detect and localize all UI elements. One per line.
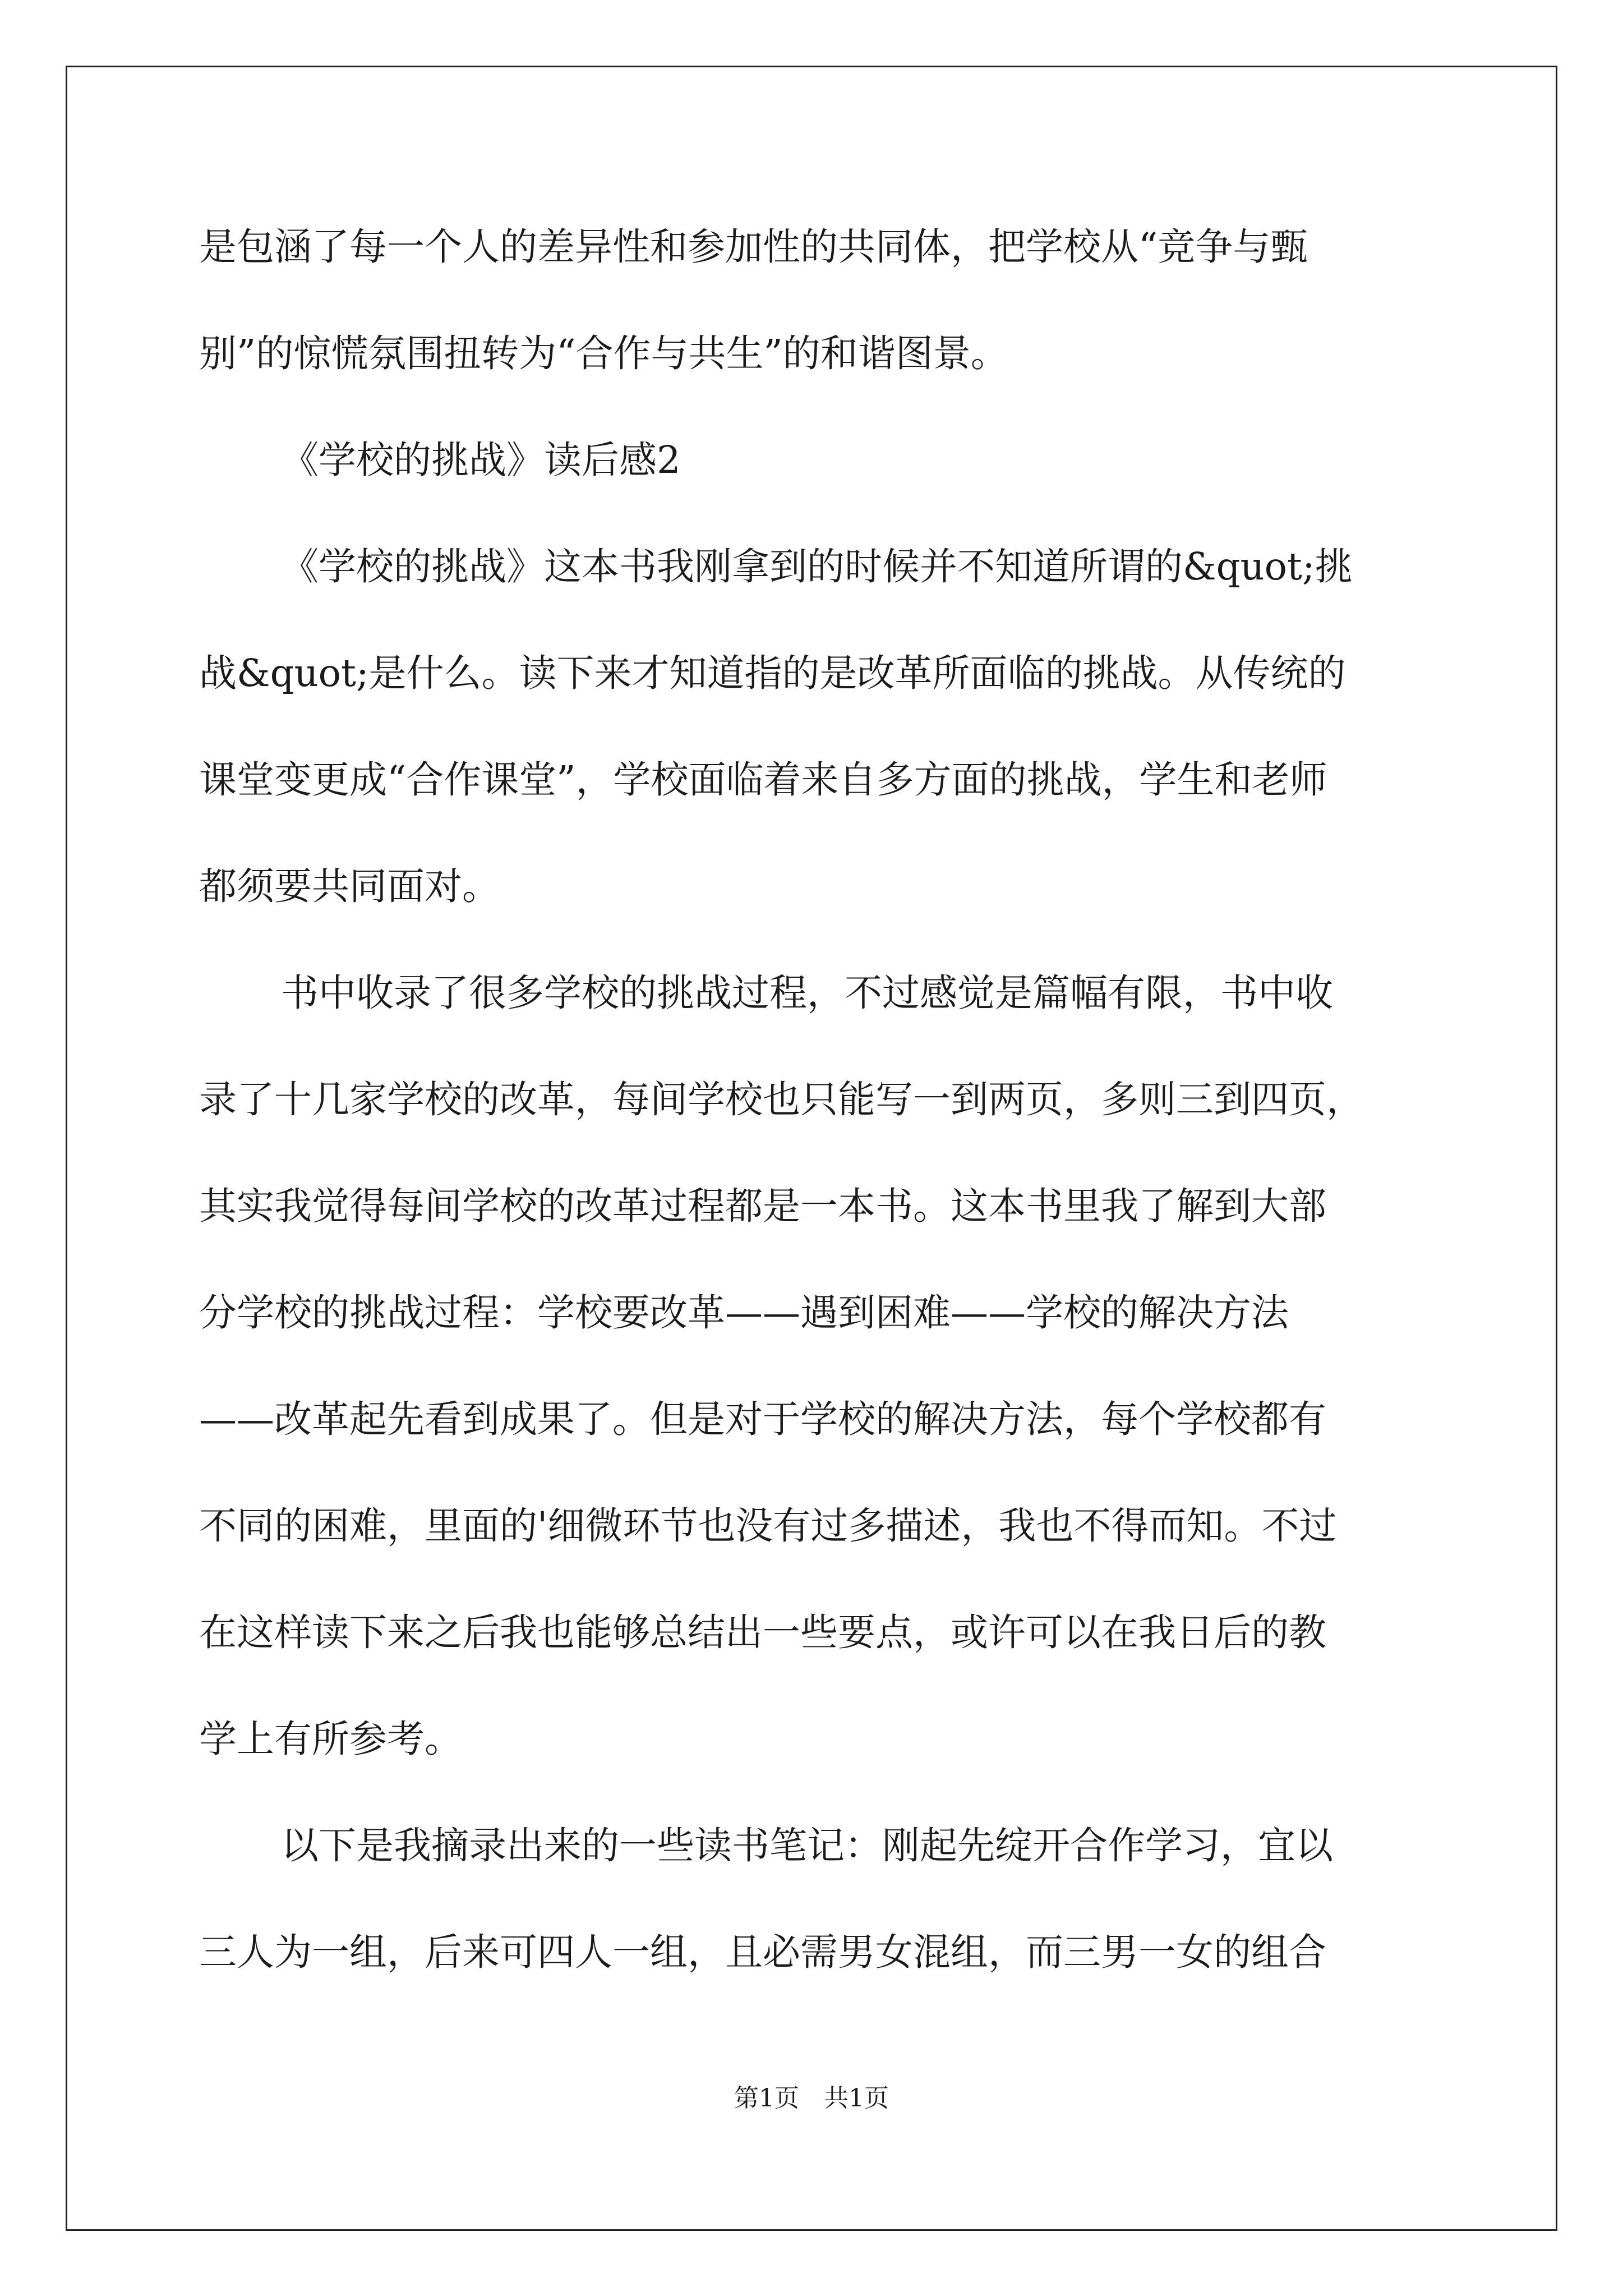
text-line: 分学校的挑战过程：学校要改革——遇到困难——学校的解决方法	[199, 1291, 1289, 1335]
paragraph	[199, 513, 1433, 940]
text-line: 课堂变更成“合作课堂”，学校面临着来自多方面的挑战，学生和老师	[199, 758, 1327, 802]
page-number-total: 共1页	[824, 2084, 889, 2113]
paragraph	[199, 407, 1433, 513]
text-line: 是包涵了每一个人的差异性和参加性的共同体，把学校从“竞争与甄	[199, 225, 1308, 269]
text-line: 学上有所参考。	[199, 1717, 462, 1761]
text-line: 战&quot;是什么。读下来才知道指的是改革所面临的挑战。从传统的	[199, 651, 1346, 695]
text-line: 《学校的挑战》这本书我刚拿到的时候并不知道所谓的&quot;挑	[281, 545, 1353, 588]
text-line: 书中收录了很多学校的挑战过程，不过感觉是篇幅有限，书中收	[281, 971, 1333, 1015]
paragraph	[199, 1792, 1433, 2005]
text-line: 三人为一组，后来可四人一组，且必需男女混组，而三男一女的组合	[199, 1930, 1326, 1974]
text-line: 其实我觉得每间学校的改革过程都是一本书。这本书里我了解到大部	[199, 1184, 1326, 1228]
paragraph	[199, 940, 1433, 1792]
text-line: ——改革起先看到成果了。但是对于学校的解决方法，每个学校都有	[199, 1397, 1326, 1441]
paragraph	[199, 194, 1433, 407]
text-line: 别”的惊慌氛围扭转为“合作与共生”的和谐图景。	[199, 332, 1008, 375]
text-line: 都须要共同面对。	[199, 864, 500, 908]
page-number-current: 第1页	[734, 2084, 799, 2113]
text-line: 《学校的挑战》读后感2	[281, 438, 681, 482]
text-line: 以下是我摘录出来的一些读书笔记：刚起先绽开合作学习，宜以	[281, 1824, 1333, 1867]
page-footer	[0, 2078, 1623, 2114]
document-body	[199, 194, 1433, 2005]
text-line: 在这样读下来之后我也能够总结出一些要点，或许可以在我日后的教	[199, 1611, 1326, 1654]
text-line: 不同的困难，里面的'细微环节也没有过多描述，我也不得而知。不过	[199, 1504, 1337, 1548]
text-line: 录了十几家学校的改革，每间学校也只能写一到两页，多则三到四页，	[199, 1078, 1364, 1121]
